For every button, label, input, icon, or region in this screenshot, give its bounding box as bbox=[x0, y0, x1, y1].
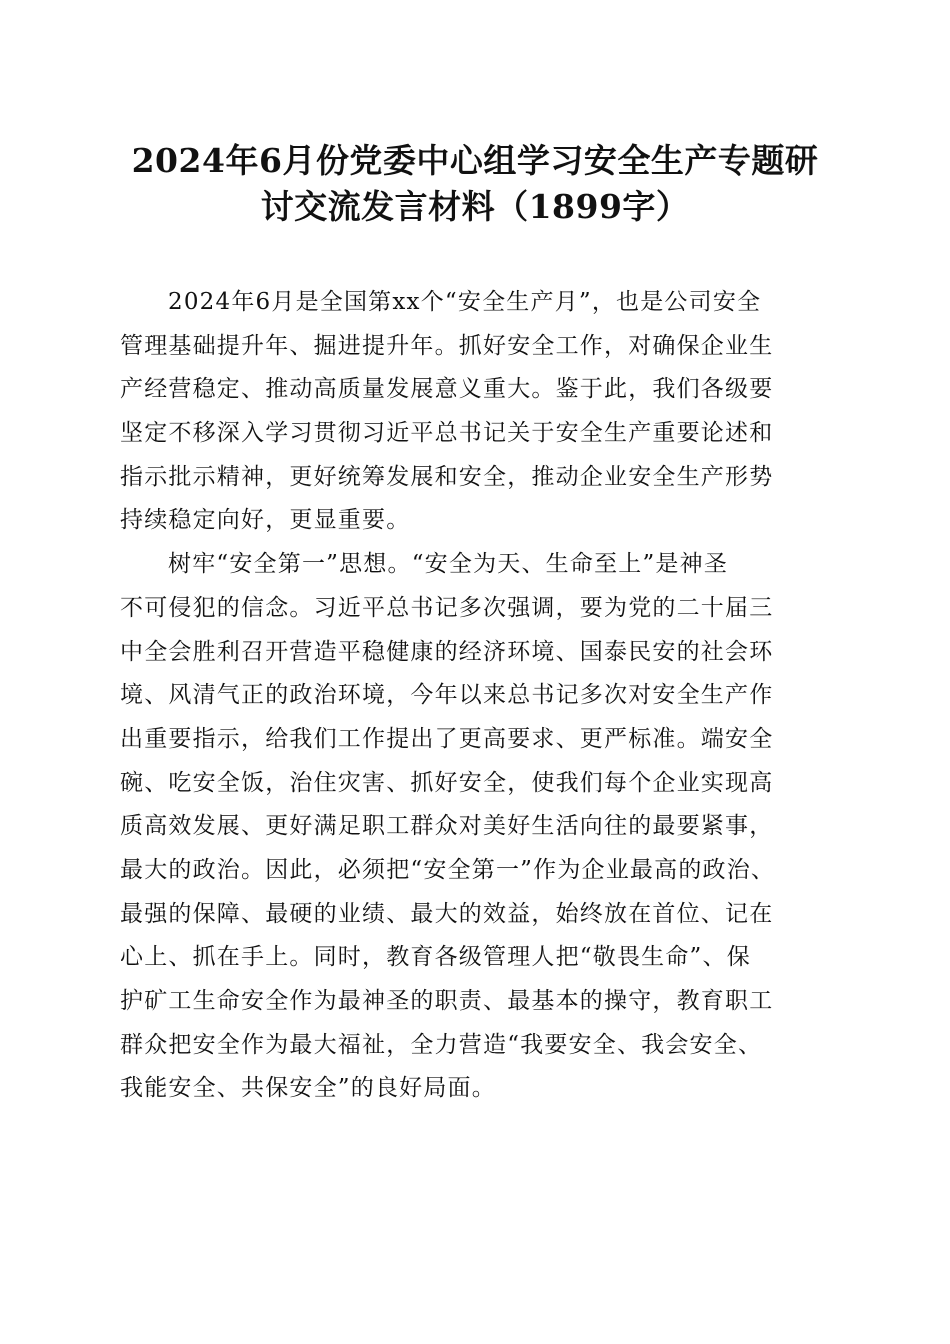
text-line: 最大的政治。因此，必须把“安全第一”作为企业最高的政治、 bbox=[120, 856, 776, 883]
paragraph-intro bbox=[120, 281, 835, 543]
text-line: 护矿工生命安全作为最神圣的职责、最基本的操守，教育职工 bbox=[120, 988, 774, 1014]
text-line: 碗、吃安全饭，治住灾害、抓好安全，使我们每个企业实现高 bbox=[120, 769, 774, 796]
text-line: 出重要指示，给我们工作提出了更高要求、更严标准。端安全 bbox=[120, 725, 774, 752]
title-line: 2024年6月份党委中心组学习安全生产专题研 bbox=[131, 141, 819, 180]
text-line: 中全会胜利召开营造平稳健康的经济环境、国泰民安的社会环 bbox=[120, 638, 774, 665]
text-line: 指示批示精神，更好统筹发展和安全，推动企业安全生产形势 bbox=[120, 463, 774, 490]
text-line: 最强的保障、最硬的业绩、最大的效益，始终放在首位、记在 bbox=[120, 900, 774, 927]
document-title bbox=[100, 138, 850, 230]
text-line: 产经营稳定、推动高质量发展意义重大。鉴于此，我们各级要 bbox=[120, 376, 774, 403]
text-line: 坚定不移深入学习贯彻习近平总书记关于安全生产重要论述和 bbox=[120, 420, 774, 447]
text-line: 树牢“安全第一”思想。“安全为天、生命至上”是神圣 bbox=[168, 551, 729, 578]
text-line: 境、风清气正的政治环境，今年以来总书记多次对安全生产作 bbox=[120, 682, 774, 709]
paragraph-safety-first bbox=[120, 543, 835, 1111]
text-line: 群众把安全作为最大福祉，全力营造“我要安全、我会安全、 bbox=[120, 1031, 763, 1058]
text-line: 持续稳定向好，更显重要。 bbox=[120, 507, 411, 534]
text-line: 质高效发展、更好满足职工群众对美好生活向往的最要紧事， bbox=[120, 813, 774, 840]
text-line: 心上、抓在手上。同时，教育各级管理人把“敬畏生命”、保 bbox=[120, 944, 751, 971]
text-line: 2024年6月是全国第xx个“安全生产月”，也是公司安全 bbox=[168, 289, 762, 315]
text-line: 我能安全、共保安全”的良好局面。 bbox=[120, 1075, 496, 1102]
text-line: 管理基础提升年、掘进提升年。抓好安全工作，对确保企业生 bbox=[120, 332, 774, 359]
document-body bbox=[120, 281, 835, 1111]
title-line: 讨交流发言材料（1899字） bbox=[260, 187, 690, 226]
text-line: 不可侵犯的信念。习近平总书记多次强调，要为党的二十届三 bbox=[120, 594, 774, 621]
